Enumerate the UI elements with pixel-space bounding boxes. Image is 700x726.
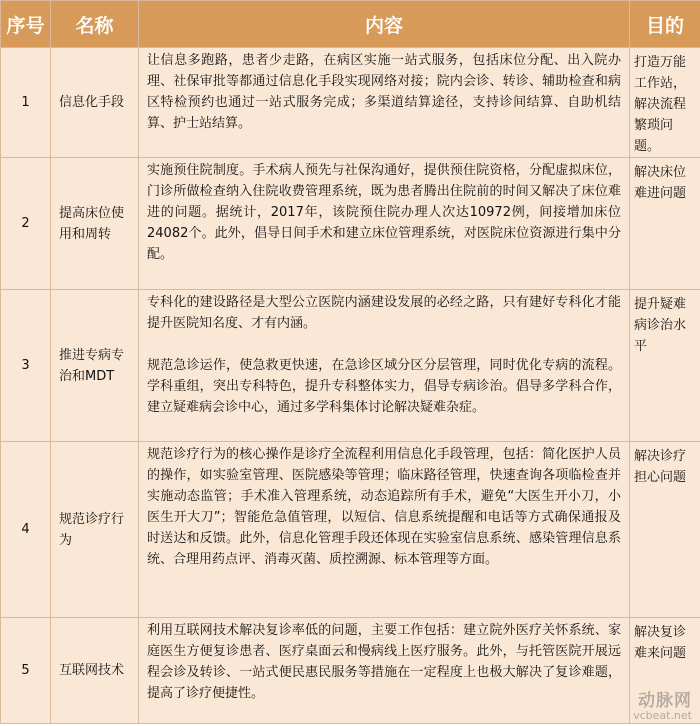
- header-index: 序号: [1, 1, 51, 48]
- row-content-paragraph: 规范诊疗行为的核心操作是诊疗全流程利用信息化手段管理，包括：简化医护人员的操作，如实验室管理、医院感染等管理；临床路径管理，快速查询各项临检查并实施动态监管；手术准入管理系统，动态追踪所有手术，避免“大医生开小刀，小医生开大刀”；智能危急值管理，以短信、信息系统提醒和电话等方式确保通报及时送达和反馈。此外，信息化管理手段还体现在实验室信息系统、感染管理信息系统、合理用药点评、消毒灭菌、质控溯源、标本管理等方面。: [147, 447, 621, 567]
- row-goal: 解决复诊难来问题: [630, 618, 700, 724]
- row-index: 5: [1, 618, 51, 724]
- row-content: [139, 618, 630, 724]
- row-content: [139, 158, 630, 290]
- row-content: [139, 290, 630, 442]
- header-name: 名称: [51, 1, 139, 48]
- header-goal: 目的: [630, 1, 700, 48]
- row-goal: 解决诊疗担心问题: [630, 442, 700, 618]
- row-goal: 提升疑难病诊治水平: [630, 290, 700, 442]
- row-goal: 解决床位难进问题: [630, 158, 700, 290]
- row-content-paragraph: 利用互联网技术解决复诊率低的问题，主要工作包括：建立院外医疗关怀系统、家庭医生方便复诊患者、医疗桌面云和慢病线上医疗服务。此外，与托管医院开展远程会诊及转诊、一站式便民惠民服务等措施在一定程度上也极大解决了复诊难题，提高了诊疗便捷性。: [147, 623, 621, 701]
- row-index: 2: [1, 158, 51, 290]
- row-name: 提高床位使用和周转: [51, 158, 139, 290]
- table-row: [1, 158, 700, 290]
- row-name: 信息化手段: [51, 48, 139, 158]
- row-index: 3: [1, 290, 51, 442]
- row-name: 规范诊疗行为: [51, 442, 139, 618]
- watermark-logo-text: 动脉网: [638, 691, 692, 711]
- row-name: 互联网技术: [51, 618, 139, 724]
- watermark-url: vcbeat.net: [633, 709, 692, 722]
- table-row: [1, 48, 700, 158]
- row-content: [139, 442, 630, 618]
- row-content: [139, 48, 630, 158]
- row-goal: 打造万能工作站，解决流程繁琐问题。: [630, 48, 700, 158]
- row-index: 4: [1, 442, 51, 618]
- row-content-paragraph: 专科化的建设路径是大型公立医院内涵建设发展的必经之路，只有建好专科化才能提升医院知名度、才有内涵。: [147, 295, 621, 331]
- table-row: [1, 290, 700, 442]
- header-content: 内容: [139, 1, 630, 48]
- table-row: [1, 442, 700, 618]
- row-index: 1: [1, 48, 51, 158]
- watermark: [633, 692, 692, 722]
- row-content-paragraph: 规范急诊运作，使急救更快速，在急诊区域分区分层管理，同时优化专病的流程。学科重组，突出专科特色，提升专科整体实力，倡导专病诊治。倡导多学科合作，建立疑难病会诊中心，通过多学科集体讨论解决疑难杂症。: [147, 358, 621, 415]
- table-row: [1, 618, 700, 724]
- table-header-row: [1, 1, 700, 48]
- row-name: 推进专病专治和MDT: [51, 290, 139, 442]
- row-content-paragraph: 让信息多跑路，患者少走路，在病区实施一站式服务，包括床位分配、出入院办理、社保审批等都通过信息化手段实现网络对接；院内会诊、转诊、辅助检查和病区特检预约也通过一站式服务完成；多渠道结算途径，支持诊间结算、自助机结算、护士站结算。: [147, 53, 621, 131]
- row-content-paragraph: 实施预住院制度。手术病人预先与社保沟通好，提供预住院资格，分配虚拟床位，门诊所做检查纳入住院收费管理系统，既为患者腾出住院前的时间又解决了床位难进的问题。据统计，2017年，该院预住院办理人次达10972例，间接增加床位24082个。此外，倡导日间手术和建立床位管理系统，对医院床位资源进行集中分配。: [147, 163, 621, 262]
